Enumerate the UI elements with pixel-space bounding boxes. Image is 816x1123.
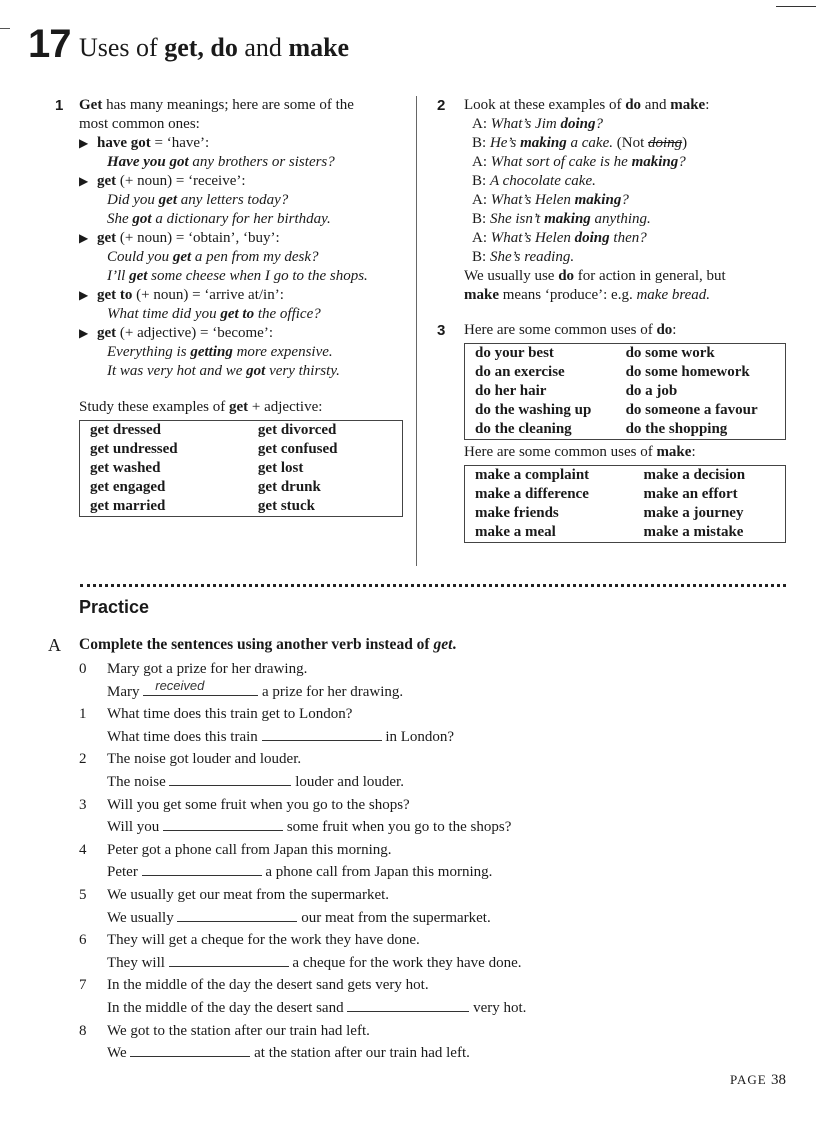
exercise-question [79,929,779,952]
meaning-example [79,248,405,267]
example-part: very thirsty. [265,363,340,379]
sec2-colon: : [705,97,710,113]
table-cell: get lost [257,460,304,476]
exercise-instruction [79,636,456,654]
arrow-bullet-icon: ▶ [79,136,89,150]
exercise-number: 8 [79,1022,87,1039]
table-cell: do the shopping [625,421,728,437]
answer-suffix: our meat from the supermarket. [301,909,491,926]
corner-rule [776,0,816,7]
answer-suffix: at the station after our train had left. [254,1045,470,1062]
sec2-do: do [625,97,642,113]
exercise-number: 7 [79,977,87,994]
exercise-number: 4 [79,841,87,858]
meaning-gloss: (+ noun) = ‘obtain’, ‘buy’: [116,230,280,246]
speech: She’s reading. [489,249,575,265]
answer-blank[interactable] [177,907,297,922]
example-part: a pen from my desk? [191,249,319,265]
meaning-term: get [97,325,117,341]
make-table [464,465,786,543]
title-get-do: get, do [164,33,238,62]
sec2-intro [464,96,787,115]
speaker: A: [472,154,491,170]
speech: What’s Helen [490,192,575,208]
table-cell: get engaged [90,479,166,495]
speech: A chocolate cake. [489,173,596,189]
table-row [80,497,403,517]
speech-end: then? [609,230,647,246]
page-title [79,33,349,63]
speech-end: ? [621,192,629,208]
example-part: some cheese when I go to the shops. [147,268,368,284]
exercise-question [79,839,779,862]
practice-heading: Practice [79,597,150,617]
title-and: and [237,33,289,62]
meaning-gloss: (+ adjective) = ‘become’: [116,325,273,341]
intro-line-2: most common ones: [79,116,200,132]
example-part: Did you [107,192,159,208]
table-cell: get stuck [257,498,315,514]
usage-text-post: for action in general, but [574,268,726,284]
question-text: They will get a cheque for the work they have done. [107,932,420,949]
exercise-list [79,658,779,1065]
exercise-answer-line [79,816,779,839]
meaning-term: get [97,173,117,189]
example-part: a dictionary for her birthday. [151,211,331,227]
speaker: A: [472,192,491,208]
usage-line-1 [464,267,787,286]
table-row [465,485,786,504]
do-intro [464,321,787,340]
meaning-example [79,305,405,324]
speech-end: ? [678,154,686,170]
arrow-bullet-icon: ▶ [79,326,89,340]
make-intro-colon: : [691,444,696,460]
table-cell: do a job [625,383,678,399]
example-part: get to [220,306,255,322]
instruction-text: Complete the sentences using another verb instead of [79,636,434,653]
table-row [80,440,403,459]
page-footer [730,1072,786,1089]
exercise-question [79,884,779,907]
column-divider [416,96,417,566]
speaker: B: [472,135,490,151]
section-3-number: 3 [437,322,446,339]
question-text: We got to the station after our train had left. [107,1022,370,1039]
table-cell: get married [90,498,166,514]
answer-prefix: The noise [107,773,166,790]
table-row [465,382,786,401]
meaning-head [79,134,405,153]
intro-text-a: has many meanings; here are some of the [102,97,354,113]
example-part: more expensive. [232,344,333,360]
example-part: Everything is [107,344,191,360]
instruction-dot: . [452,636,457,653]
usage-text: We usually use [464,268,559,284]
do-intro-colon: : [672,322,677,338]
exercise-number: 3 [79,796,87,813]
exercise-letter: A [48,635,61,655]
table-cell: make an effort [643,486,738,502]
table-cell: get drunk [257,479,321,495]
table-row [80,459,403,478]
table-cell: make friends [475,505,559,521]
get-adjective-table [79,420,403,517]
answer-prefix: We [107,1045,127,1062]
exercise-answer-line [79,726,779,749]
example-part: Could you [107,249,173,265]
meaning-example [79,267,405,286]
exercise-question [79,794,779,817]
table-cell: get divorced [257,422,337,438]
table-cell: get dressed [90,422,161,438]
answer-prefix: What time does this train [107,728,258,745]
do-intro-bold: do [656,322,673,338]
speech-keyword: making [631,154,679,170]
usage-make: make [464,287,499,303]
page-label: PAGE [729,1072,767,1087]
question-text: Peter got a phone call from Japan this morning. [107,841,392,858]
table-cell: do the cleaning [475,421,572,437]
speech-keyword: making [520,135,567,151]
title-text: Uses of [79,33,165,62]
table-cell: make a decision [643,467,746,483]
exercise-question [79,748,779,771]
instruction-get: get [433,636,453,653]
table-cell: make a complaint [475,467,590,483]
meaning-example [79,191,405,210]
intro-get: Get [79,97,103,113]
speaker: B: [472,211,490,227]
question-text: What time does this train get to London? [107,706,353,723]
answer-blank[interactable] [169,952,289,967]
exercise-answer-line [79,907,779,930]
answer-blank[interactable] [347,997,469,1012]
exercise-question [79,974,779,997]
answer-blank[interactable] [262,726,382,741]
make-intro [464,443,787,462]
exercise-number: 5 [79,886,87,903]
answer-blank[interactable] [142,861,262,876]
exercise-answer-line [79,771,779,794]
meaning-example [79,362,405,381]
question-text: Will you get some fruit when you go to the shops? [107,796,410,813]
answer-blank[interactable] [130,1042,250,1057]
example-part: any letters today? [177,192,289,208]
answer-suffix: a prize for her drawing. [262,683,404,700]
dialogue-line [472,115,787,134]
speech: She isn’t [489,211,545,227]
table-cell: do the washing up [475,402,592,418]
arrow-bullet-icon: ▶ [79,174,89,188]
dialogue-line [472,172,787,191]
answer-suffix: a cheque for the work they have done. [292,954,522,971]
section-1 [55,96,405,517]
dialogue-line [472,153,787,172]
section-separator [80,584,786,587]
table-row [80,478,403,497]
exercise-number: 6 [79,932,87,949]
example-part: getting [190,344,233,360]
question-text: In the middle of the day the desert sand gets very hot. [107,977,429,994]
dialogue-line [472,191,787,210]
section-2 [437,96,787,543]
make-intro-text: Here are some common uses of [464,444,657,460]
example-part: got [132,211,152,227]
speech: He’s [489,135,521,151]
table-row [465,420,786,440]
meaning-term: have got [97,135,151,151]
dialogue-line [472,210,787,229]
answer-prefix: Mary [107,683,140,700]
speech: What’s Helen [490,230,575,246]
exercise-answer-line [79,861,779,884]
meaning-example [79,210,405,229]
table-cell: do your best [475,345,554,361]
example-part: She [107,211,133,227]
example-part: I’ll [107,268,130,284]
speaker: A: [472,230,491,246]
table-cell: make a difference [475,486,589,502]
example-part: Have you got [107,154,189,170]
meaning-gloss: = ‘have’: [150,135,210,151]
answer-prefix: Peter [107,864,138,881]
table-cell: make a mistake [643,524,744,540]
section-2-number: 2 [437,97,446,114]
table-row [465,466,786,486]
table-cell: do some homework [625,364,750,380]
speech: What’s Jim [490,116,561,132]
usage-do: do [558,268,575,284]
not-note: (Not [613,135,648,151]
usage-example: make bread. [636,287,711,303]
table-row [465,504,786,523]
example-part: get [172,249,192,265]
answer-blank[interactable] [163,816,283,831]
question-text: We usually get our meat from the supermarket. [107,886,390,903]
section-2-body [437,96,787,305]
do-table [464,343,786,440]
meanings-list [79,134,405,381]
meaning-term: get [97,230,117,246]
speaker: A: [472,116,491,132]
meaning-head [79,172,405,191]
speech: What sort of cake is he [490,154,632,170]
section-1-number: 1 [55,97,64,114]
exercise-question [79,1020,779,1043]
margin-tick [0,28,10,29]
question-text: Mary got a prize for her drawing. [107,661,308,677]
speaker: B: [472,249,490,265]
study-line [79,398,405,417]
example-part: What time did you [107,306,221,322]
handwritten-answer: received [155,677,205,693]
intro-line-1 [79,96,405,115]
exercise-number: 2 [79,751,87,768]
meaning-head [79,286,405,305]
meaning-example [79,153,405,172]
table-row [465,344,786,364]
section-1-body [55,96,405,517]
answer-prefix: They will [107,954,165,971]
example-part: the office? [254,306,321,322]
meaning-term: get to [97,287,133,303]
answer-suffix: some fruit when you go to the shops? [286,819,512,836]
answer-prefix: In the middle of the day the desert sand [107,999,344,1016]
table-row [465,363,786,382]
speech-keyword: doing [574,230,610,246]
meaning-example [79,343,405,362]
dialogue-line [472,134,787,153]
sec2-intro-text: Look at these examples of [464,97,626,113]
exercise-answer-line [79,997,779,1020]
table-cell: do an exercise [475,364,565,380]
usage-line-2 [464,286,787,305]
table-cell: make a journey [643,505,744,521]
exercise-answer-line [79,677,779,704]
speech-keyword: making [574,192,622,208]
close-paren: ) [682,135,688,151]
answer-suffix: a phone call from Japan this morning. [265,864,493,881]
answer-blank[interactable] [143,677,258,696]
table-row [465,523,786,543]
answer-prefix: We usually [107,909,174,926]
table-row [80,421,403,441]
section-3-body [437,321,787,543]
study-get: get [228,399,249,415]
exercise-question [79,703,779,726]
exercise-number: 0 [79,661,87,677]
example-part: get [158,192,177,208]
dialogue-line [472,248,787,267]
unit-number: 17 [28,22,71,66]
speech-end: anything. [590,211,651,227]
study-text-post: + adjective: [248,399,323,415]
table-cell: make a meal [475,524,556,540]
sec2-make: make [670,97,706,113]
answer-suffix: very hot. [473,999,527,1016]
do-intro-text: Here are some common uses of [464,322,657,338]
meaning-gloss: (+ noun) = ‘arrive at/in’: [132,287,284,303]
exercise-answer-line [79,952,779,975]
usage-mid: means ‘produce’: e.g. [499,287,637,303]
speech-keyword: doing [560,116,596,132]
dialogue-line [472,229,787,248]
speech-end: ? [595,116,603,132]
table-cell: get confused [257,441,338,457]
example-part: It was very hot and we [107,363,247,379]
meaning-gloss: (+ noun) = ‘receive’: [116,173,246,189]
table-cell: get washed [90,460,161,476]
arrow-bullet-icon: ▶ [79,231,89,245]
meaning-head [79,324,405,343]
make-intro-bold: make [656,444,692,460]
page-number: 38 [771,1072,786,1088]
example-part: any brothers or sisters? [188,154,335,170]
arrow-bullet-icon: ▶ [79,288,89,302]
speech-end: a cake. [566,135,613,151]
exercise-number: 1 [79,706,87,723]
table-cell: do someone a favour [625,402,758,418]
study-text: Study these examples of [79,399,229,415]
table-cell: get undressed [90,441,178,457]
speaker: B: [472,173,490,189]
section-3 [437,321,787,543]
answer-blank[interactable] [169,771,291,786]
title-make: make [288,33,350,62]
sec2-and: and [641,97,671,113]
table-cell: do her hair [475,383,547,399]
table-cell: do some work [625,345,715,361]
answer-prefix: Will you [107,819,160,836]
struck-doing: doing [648,135,683,151]
example-part: got [246,363,266,379]
question-text: The noise got louder and louder. [107,751,302,768]
table-row [465,401,786,420]
dialogue [464,115,787,267]
answer-suffix: in London? [385,728,455,745]
speech-keyword: making [544,211,591,227]
example-part: get [129,268,148,284]
meaning-head [79,229,405,248]
answer-suffix: louder and louder. [295,773,404,790]
exercise-answer-line [79,1042,779,1065]
